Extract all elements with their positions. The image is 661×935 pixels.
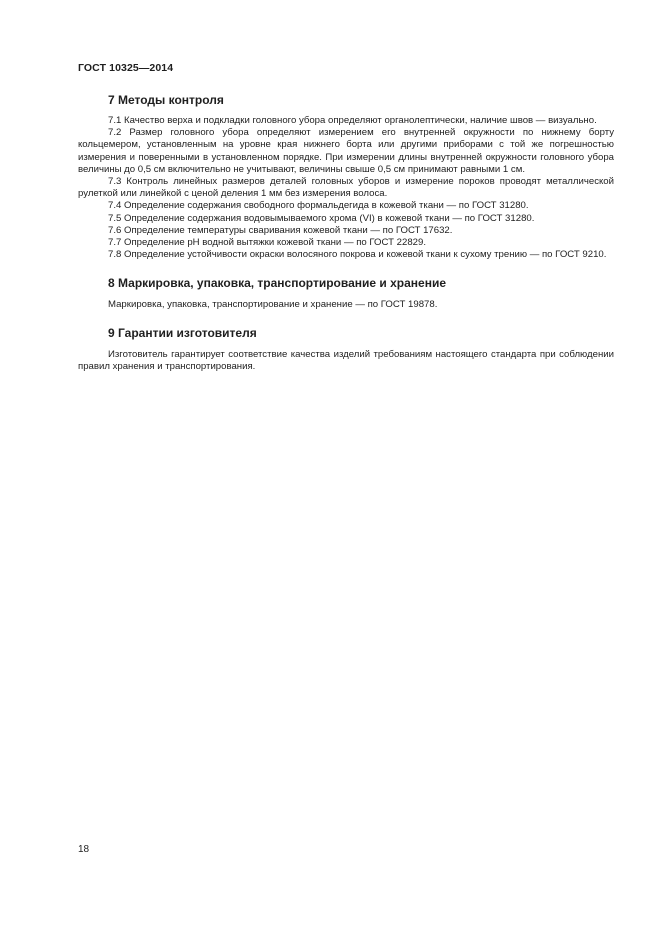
- paragraph-9: Изготовитель гарантирует соответствие качества изделий требованиям настоящего стандарта при соблюдении правил хранения и транспортирования.: [78, 348, 614, 372]
- paragraph-7-8: 7.8 Определение устойчивости окраски волосяного покрова и кожевой ткани к сухому трению — по ГОСТ 9210.: [108, 249, 607, 261]
- paragraph-7-7: 7.7 Определение pH водной вытяжки кожевой ткани — по ГОСТ 22829.: [108, 237, 426, 249]
- page-number: 18: [78, 844, 90, 855]
- paragraph-7-3: 7.3 Контроль линейных размеров деталей головных уборов и измерение пороков проводят металлической рулеткой или линейкой с ценой деления 1 мм без измерения волоса.: [78, 176, 614, 200]
- paragraph-7-4: 7.4 Определение содержания свободного формальдегида в кожевой ткани — по ГОСТ 31280.: [108, 200, 529, 212]
- paragraph-7-1: 7.1 Качество верха и подкладки головного убора определяют органолептически, наличие швов — визуально.: [108, 115, 597, 126]
- document-content: [78, 92, 614, 386]
- paragraph-8: Маркировка, упаковка, транспортирование и хранение — по ГОСТ 19878.: [108, 299, 438, 311]
- section-7-control-methods: [78, 92, 614, 261]
- section-heading: 7 Методы контроля: [108, 93, 224, 107]
- paragraph-7-5: 7.5 Определение содержания водовымываемого хрома (VI) в кожевой ткани — по ГОСТ 31280.: [108, 212, 535, 224]
- paragraph-7-2: 7.2 Размер головного убора определяют измерением его внутренней окружности по нижнему борту кольцемером, установленным на уровне края нижнего борта или другими приборами с той же погрешностью измерения и поверенными в установленном порядке. При измерении длины внутренней окружности головного убора величины до 0,5 см включительно не учитывают, величины свыше 0,5 см принимают равными 1 см.: [78, 127, 614, 175]
- paragraph-7-6: 7.6 Определение температуры сваривания кожевой ткани — по ГОСТ 17632.: [108, 224, 453, 236]
- standard-code-header: ГОСТ 10325—2014: [78, 62, 174, 74]
- section-heading: 9 Гарантии изготовителя: [108, 325, 257, 340]
- section-8-marking-packaging: [78, 275, 614, 311]
- section-heading: 8 Маркировка, упаковка, транспортирование и хранение: [108, 276, 447, 291]
- section-9-manufacturer-guarantee: [78, 325, 614, 373]
